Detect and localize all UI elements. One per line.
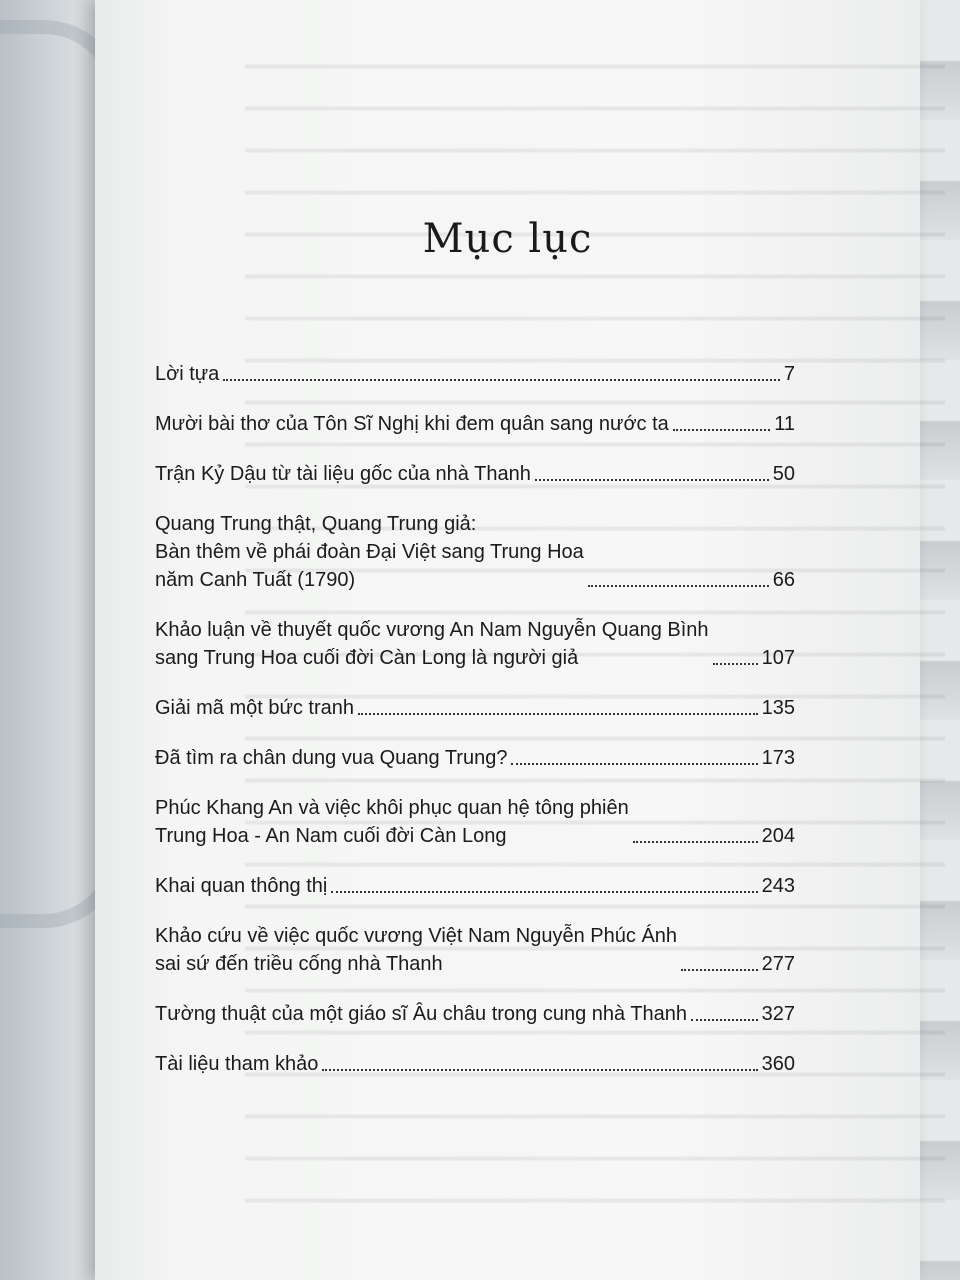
toc-entry-title: Khảo luận về thuyết quốc vương An Nam Nguyễn Quang Bình sang Trung Hoa cuối đời Càn Long là người giả bbox=[155, 619, 709, 669]
toc-entry-page: 204 bbox=[761, 825, 795, 847]
toc-entry-title: Lời tựa bbox=[155, 363, 220, 385]
toc-entry-title: Phúc Khang An và việc khôi phục quan hệ tông phiên Trung Hoa - An Nam cuối đời Càn Long bbox=[155, 797, 629, 847]
dot-leader bbox=[633, 840, 758, 843]
dot-leader bbox=[535, 478, 769, 481]
dot-leader bbox=[673, 428, 770, 431]
toc-entry bbox=[155, 694, 795, 722]
toc-entry-title: Trận Kỷ Dậu từ tài liệu gốc của nhà Thanh bbox=[155, 463, 531, 485]
dot-leader bbox=[223, 378, 780, 381]
toc-entry bbox=[155, 872, 795, 900]
toc-entry bbox=[155, 744, 795, 772]
toc-entry-title: Tường thuật của một giáo sĩ Âu châu trong cung nhà Thanh bbox=[155, 1003, 688, 1025]
toc-title: Mục lục bbox=[422, 216, 593, 262]
toc-entry-page: 50 bbox=[772, 463, 795, 485]
toc-entry bbox=[155, 1050, 795, 1078]
dot-leader bbox=[691, 1018, 758, 1021]
toc-entry-page: 173 bbox=[761, 747, 795, 769]
toc-entry-title: Khảo cứu về việc quốc vương Việt Nam Nguyễn Phúc Ánh sai sứ đến triều cống nhà Thanh bbox=[155, 925, 678, 975]
toc-entry-title: Giải mã một bức tranh bbox=[155, 697, 355, 719]
dot-leader bbox=[331, 890, 757, 893]
toc-entry-title: Tài liệu tham khảo bbox=[155, 1053, 319, 1075]
toc-entry-page: 135 bbox=[761, 697, 795, 719]
dot-leader bbox=[322, 1068, 757, 1071]
toc-list bbox=[155, 360, 795, 1078]
toc-entry bbox=[155, 616, 795, 672]
toc-entry bbox=[155, 510, 795, 594]
toc-entry-page: 360 bbox=[761, 1053, 795, 1075]
dot-leader bbox=[681, 968, 758, 971]
toc-entry-page: 327 bbox=[761, 1003, 795, 1025]
toc-entry-page: 66 bbox=[772, 569, 795, 591]
toc-entry bbox=[155, 410, 795, 438]
toc-entry bbox=[155, 460, 795, 488]
toc-entry-title: Khai quan thông thị bbox=[155, 875, 328, 897]
toc-entry-page: 7 bbox=[783, 363, 795, 385]
toc-entry-title: Quang Trung thật, Quang Trung giả: Bàn thêm về phái đoàn Đại Việt sang Trung Hoa năm Canh Tuất (1790) bbox=[155, 513, 584, 591]
toc-entry-page: 11 bbox=[774, 413, 795, 435]
dot-leader bbox=[588, 584, 769, 587]
toc-entry-title: Đã tìm ra chân dung vua Quang Trung? bbox=[155, 747, 508, 769]
toc-entry-title: Mười bài thơ của Tôn Sĩ Nghị khi đem quân sang nước ta bbox=[155, 413, 669, 435]
toc-entry bbox=[155, 1000, 795, 1028]
toc-entry-page: 277 bbox=[761, 953, 795, 975]
toc-entry bbox=[155, 794, 795, 850]
toc-entry bbox=[155, 360, 795, 388]
toc-entry bbox=[155, 922, 795, 978]
dot-leader bbox=[358, 712, 758, 715]
toc-entry-page: 243 bbox=[761, 875, 795, 897]
dot-leader bbox=[713, 662, 758, 665]
book-page bbox=[95, 0, 920, 1280]
toc-entry-page: 107 bbox=[761, 647, 795, 669]
dot-leader bbox=[511, 762, 757, 765]
